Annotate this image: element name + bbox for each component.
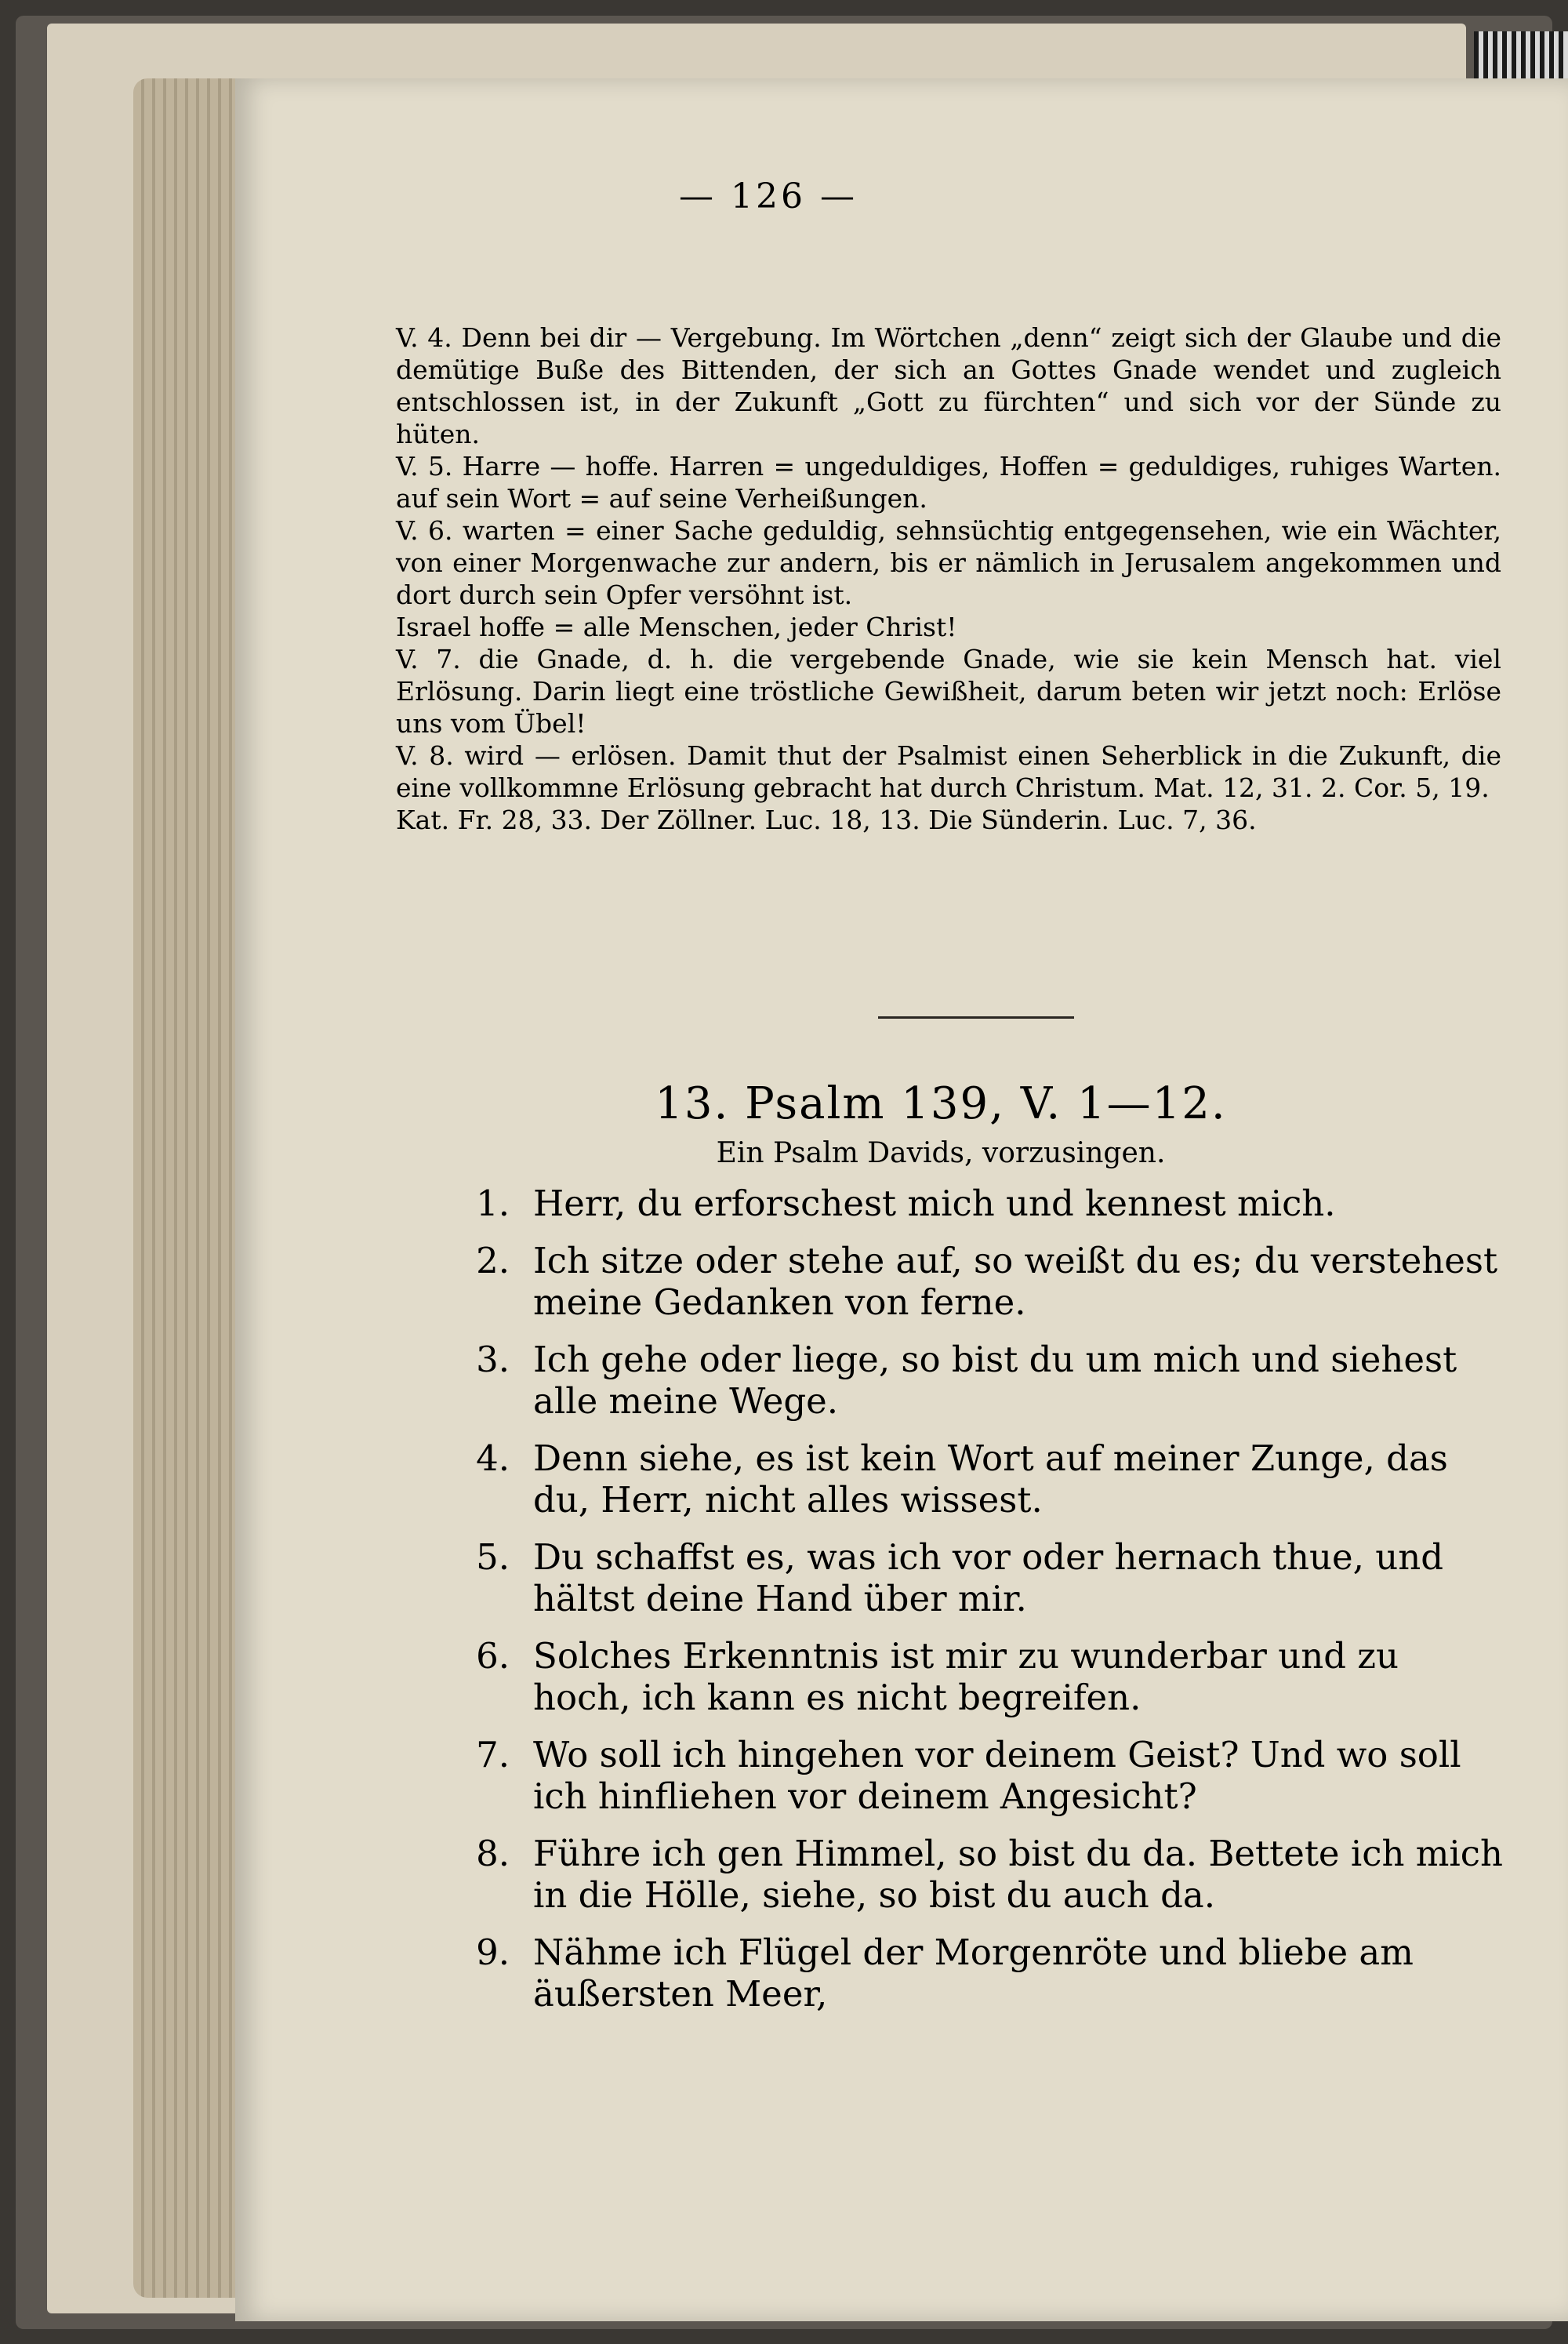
psalm-subheading: Ein Psalm Davids, vorzusingen. — [716, 1137, 1166, 1169]
verse-text: Denn siehe, es ist kein Wort auf meiner Zunge, das du, Herr, nicht alles wissest. — [533, 1437, 1448, 1521]
verse-number: 2. — [476, 1240, 510, 1281]
verse-number: 9. — [476, 1932, 510, 1973]
section-divider — [878, 1016, 1074, 1019]
verse — [463, 1240, 1505, 1323]
verse — [463, 1536, 1505, 1619]
note-paragraph: V. 6. warten = einer Sache geduldig, sehnsüchtig entgegensehen, wie ein Wächter, von einer Morgenwache zur andern, bis er nämlich in Jerusalem angekommen und dort durch sein Opfer versöhnt ist. — [396, 515, 1501, 610]
verse-text: Nähme ich Flügel der Morgenröte und bliebe am äußersten Meer, — [533, 1932, 1414, 2015]
psalm-heading: 13. Psalm 139, V. 1—12. — [655, 1078, 1227, 1129]
verse — [463, 1339, 1505, 1422]
verse — [463, 1932, 1505, 2015]
note-paragraph: Israel hoffe = alle Menschen, jeder Christ! — [396, 612, 957, 642]
note-paragraph: V. 5. Harre — hoffe. Harren = ungeduldiges, Hoffen = geduldiges, ruhiges Warten. auf sein Wort = auf seine Verheißungen. — [396, 451, 1501, 514]
verse-number: 8. — [476, 1833, 510, 1874]
verse-number: 3. — [476, 1339, 510, 1380]
verse-number: 6. — [476, 1635, 510, 1677]
verse-text: Führe ich gen Himmel, so bist du da. Bettete ich mich in die Hölle, siehe, so bist du auch da. — [533, 1833, 1503, 1916]
verse-number: 4. — [476, 1437, 510, 1479]
note-paragraph: V. 4. Denn bei dir — Vergebung. Im Wörtchen „denn“ zeigt sich der Glaube und die demütige Buße des Bittenden, der sich an Gottes Gnade wendet und zugleich entschlossen ist, in der Zukunft „Gott zu fürchten“ und sich vor der Sünde zu hüten. — [396, 322, 1501, 449]
verse-number: 1. — [476, 1183, 510, 1224]
verse — [463, 1734, 1505, 1817]
commentary-notes — [396, 322, 1501, 836]
note-paragraph: V. 7. die Gnade, d. h. die vergebende Gnade, wie sie kein Mensch hat. viel Erlösung. Darin liegt eine tröstliche Gewißheit, darum beten wir jetzt noch: Erlöse uns vom Übel! — [396, 644, 1501, 739]
page-number: — 126 — — [679, 176, 858, 216]
verse — [463, 1635, 1505, 1718]
verse-text: Wo soll ich hingehen vor deinem Geist? Und wo soll ich hinfliehen vor deinem Angesicht? — [533, 1734, 1461, 1817]
verse — [463, 1183, 1505, 1224]
note-paragraph: V. 8. wird — erlösen. Damit thut der Psalmist einen Seherblick in die Zukunft, die eine vollkommne Erlösung gebracht hat durch Christum. Mat. 12, 31. 2. Cor. 5, 19. — [396, 740, 1501, 803]
psalm-verses — [463, 1183, 1505, 2030]
verse-number: 7. — [476, 1734, 510, 1775]
verse-number: 5. — [476, 1536, 510, 1578]
note-paragraph: Kat. Fr. 28, 33. Der Zöllner. Luc. 18, 13. Die Sünderin. Luc. 7, 36. — [396, 805, 1257, 835]
verse-text: Ich sitze oder stehe auf, so weißt du es; du verstehest meine Gedanken von ferne. — [533, 1240, 1498, 1323]
verse — [463, 1833, 1505, 1916]
verse — [463, 1437, 1505, 1521]
verse-text: Herr, du erforschest mich und kennest mich. — [533, 1183, 1336, 1224]
verse-text: Ich gehe oder liege, so bist du um mich und siehest alle meine Wege. — [533, 1339, 1457, 1422]
verse-text: Du schaffst es, was ich vor oder hernach thue, und hältst deine Hand über mir. — [533, 1536, 1444, 1619]
verse-text: Solches Erkenntnis ist mir zu wunderbar und zu hoch, ich kann es nicht begreifen. — [533, 1635, 1399, 1718]
